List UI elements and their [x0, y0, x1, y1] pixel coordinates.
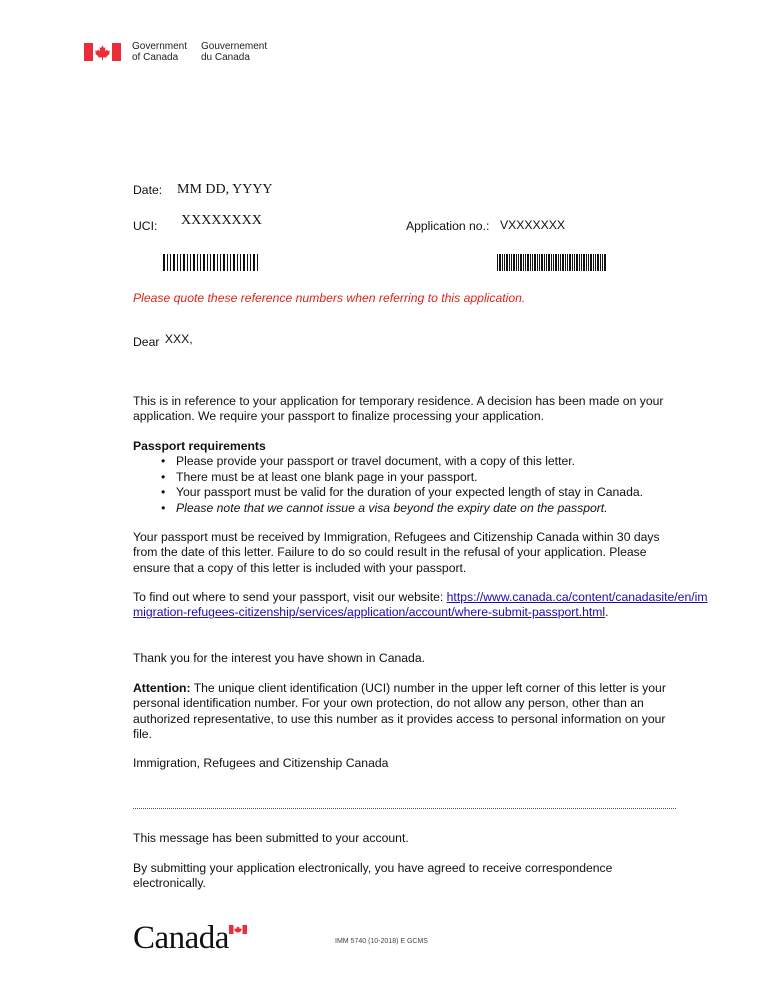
barcode-bar [504, 254, 505, 271]
barcode-bar [217, 254, 218, 271]
barcode-bar [518, 254, 519, 271]
barcode-bar [257, 254, 258, 271]
barcode-bar [600, 254, 601, 271]
barcode-bar [233, 254, 235, 271]
uci-label: UCI: [133, 219, 158, 233]
barcode-bar [170, 254, 171, 271]
barcode-bar [513, 254, 515, 271]
barcode-bar [560, 254, 561, 271]
barcode-bar [163, 254, 165, 271]
barcode-bar [586, 254, 587, 271]
uci-value: XXXXXXXX [181, 213, 262, 228]
barcode-bar [593, 254, 594, 271]
barcode-bar [173, 254, 175, 271]
barcode-bar [210, 254, 211, 271]
barcode-bar [240, 254, 241, 271]
recipient-name: XXX, [164, 332, 193, 346]
barcode-bar [525, 254, 526, 271]
barcode-bar [537, 254, 538, 271]
barcode-bar [527, 254, 529, 271]
barcode-bar [516, 254, 517, 271]
barcode-bar [546, 254, 547, 271]
deadline-paragraph: Your passport must be received by Immigration, Refugees and Citizenship Canada within 30 days from the date of this letter. Failure to do so could result in the refusal of your application. Please ensure that a copy of this letter is included with your passport. [133, 530, 660, 575]
barcode-bar [243, 254, 245, 271]
barcode-bar [167, 254, 168, 271]
barcode-bar [247, 254, 248, 271]
barcode-bar [523, 254, 524, 271]
barcode-bar [223, 254, 225, 271]
barcode-bar [509, 254, 510, 271]
application-number-value: VXXXXXXX [500, 218, 566, 232]
form-code: IMM 5740 (10-2018) E GCMS [335, 938, 428, 945]
barcode-bar [253, 254, 255, 271]
barcode-bar [203, 254, 205, 271]
attention-paragraph [133, 681, 678, 743]
attention-text: The unique client identification (UCI) number in the upper left corner of this letter is your personal identification number. For your own protection, do not allow any person, other than an authorized representative, to use this number as it provides access to personal information on your file. [133, 681, 666, 742]
barcode-bar [595, 254, 596, 271]
barcode-bar [567, 254, 568, 271]
barcode-bar [499, 254, 501, 271]
barcode-bar [588, 254, 589, 271]
barcode-bar [213, 254, 215, 271]
barcode-bar [177, 254, 178, 271]
barcode-bar [250, 254, 251, 271]
canada-flag-icon [84, 43, 121, 61]
barcode-bar [187, 254, 188, 271]
barcode-bar [511, 254, 512, 271]
intro-paragraph: This is in reference to your application for temporary residence. A decision has been made on your application. We require your passport to finalize processing your application. [133, 394, 664, 424]
barcode-bar [574, 254, 575, 271]
barcode-bar [551, 254, 552, 271]
barcode-bar [520, 254, 522, 271]
barcode-bar [581, 254, 582, 271]
barcode-bar [530, 254, 531, 271]
barcode-bar [506, 254, 508, 271]
barcode-bar [562, 254, 564, 271]
barcode-bar [230, 254, 231, 271]
barcode-bar [572, 254, 573, 271]
barcode-bar [558, 254, 559, 271]
barcode-bar [190, 254, 191, 271]
barcode-bar [207, 254, 208, 271]
list-item: • Please provide your passport or travel document, with a copy of this letter. [176, 454, 693, 469]
barcode-bar [539, 254, 540, 271]
salutation [133, 332, 193, 349]
passport-requirements [133, 439, 693, 516]
barcode-bar [237, 254, 238, 271]
attention-label: Attention: [133, 681, 191, 695]
list-item: • There must be at least one blank page in your passport. [176, 470, 693, 485]
salutation-word: Dear [133, 335, 160, 349]
barcode-bar [579, 254, 580, 271]
website-paragraph [133, 590, 708, 621]
quote-reference-notice: Please quote these reference numbers when referring to this application. [133, 291, 526, 305]
thanks-paragraph: Thank you for the interest you have shown in Canada. [133, 651, 426, 665]
list-item: • Please note that we cannot issue a visa beyond the expiry date on the passport. [176, 501, 693, 516]
date-label: Date: [133, 183, 163, 197]
barcode-bar [604, 254, 606, 271]
where-submit-passport-link[interactable]: https://www.canada.ca/content/canadasite/en/immigration-refugees-citizenship/services/application/account/where-submit-passport.html [133, 590, 708, 620]
barcode-bar [541, 254, 543, 271]
barcode-bar [544, 254, 545, 271]
barcode-bar [602, 254, 603, 271]
barcode-bar [555, 254, 557, 271]
barcode-bar [576, 254, 578, 271]
barcode-bar [197, 254, 198, 271]
barcode-bar [597, 254, 599, 271]
application-number-label: Application no.: [406, 219, 490, 233]
canada-wordmark: Canada [133, 920, 229, 956]
barcode-bar [553, 254, 554, 271]
uci-barcode [163, 254, 261, 271]
barcode-bar [502, 254, 503, 271]
barcode-bar [220, 254, 221, 271]
barcode-bar [565, 254, 566, 271]
requirements-list [133, 454, 693, 516]
date-value: MM DD, YYYY [177, 182, 273, 197]
barcode-bar [583, 254, 585, 271]
barcode-bar [227, 254, 228, 271]
government-of-canada-fr: Gouvernement du Canada [201, 41, 268, 63]
barcode-bar [569, 254, 571, 271]
application-barcode [497, 254, 607, 271]
barcode-bar [534, 254, 536, 271]
divider [133, 808, 676, 809]
website-prefix: To find out where to send your passport, visit our website: [133, 590, 447, 604]
barcode-bar [497, 254, 498, 271]
barcode-bar [200, 254, 201, 271]
barcode-bar [590, 254, 592, 271]
wordmark-flag-icon [229, 925, 247, 934]
requirements-heading: Passport requirements [133, 439, 266, 453]
list-item: • Your passport must be valid for the duration of your expected length of stay in Canada. [176, 485, 693, 500]
website-suffix: . [605, 605, 609, 620]
barcode-bar [532, 254, 533, 271]
electronic-notice: By submitting your application electronically, you have agreed to receive correspondence electronically. [133, 861, 613, 891]
barcode-bar [193, 254, 195, 271]
government-of-canada-en: Government of Canada [132, 41, 188, 63]
barcode-bar [548, 254, 550, 271]
barcode-bar [183, 254, 185, 271]
barcode-bar [180, 254, 181, 271]
signature: Immigration, Refugees and Citizenship Canada [133, 756, 389, 770]
submitted-notice: This message has been submitted to your account. [133, 831, 409, 845]
